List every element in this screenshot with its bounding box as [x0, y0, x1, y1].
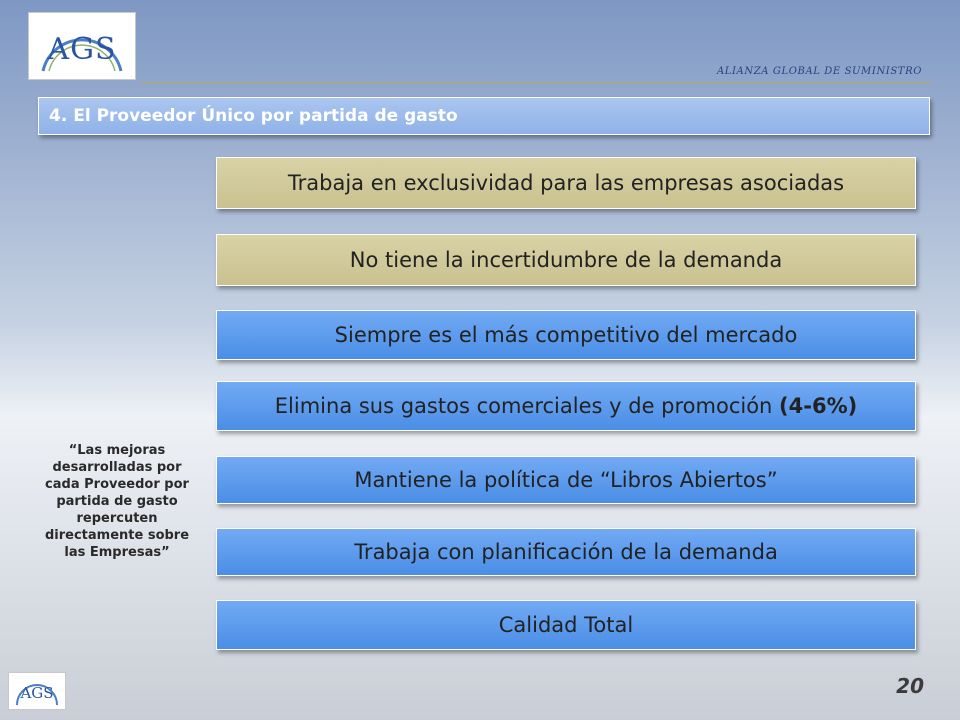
item-calidad-total [216, 600, 916, 650]
footer-logo-text: AGS [20, 684, 54, 702]
item-label: Trabaja en exclusividad para las empresas asociadas [287, 171, 845, 195]
item-label: Siempre es el más competitivo del mercado [334, 323, 798, 347]
item-competitivo [216, 310, 916, 360]
footer-logo [8, 672, 66, 710]
item-label-percentage: (4-6%) [779, 394, 858, 418]
quote-text: “Las mejoras desarrolladas por cada Proveedor por partida de gasto repercuten directamente sobre las Empresas” [44, 443, 190, 560]
item-incertidumbre [216, 234, 916, 286]
header-divider [140, 82, 932, 83]
item-label: No tiene la incertidumbre de la demanda [349, 248, 783, 272]
item-label-main: Elimina sus gastos comerciales y de promoción [274, 394, 780, 418]
slide-title: 4. El Proveedor Único por partida de gasto [38, 97, 930, 135]
logo-text: AGS [47, 31, 117, 67]
page-number: 20 [896, 674, 924, 698]
item-planificacion [216, 528, 916, 576]
item-gastos-comerciales [216, 381, 916, 431]
tagline: ALIANZA GLOBAL DE SUMINISTRO [716, 66, 922, 77]
item-libros-abiertos [216, 456, 916, 504]
item-exclusividad [216, 157, 916, 209]
item-label [275, 394, 857, 418]
ags-logo [28, 12, 136, 80]
item-label: Mantiene la política de “Libros Abiertos” [354, 468, 778, 492]
item-label: Trabaja con planificación de la demanda [354, 540, 778, 564]
item-label: Calidad Total [498, 613, 634, 637]
